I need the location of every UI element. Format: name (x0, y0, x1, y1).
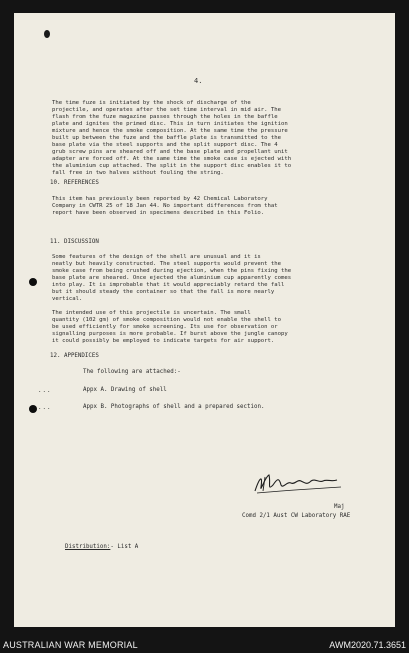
section-10-body: This item has previously been reported by 42 Chemical Laboratory Company in CWTR 25 of 18 Jan 44. No important differences from that report have been observed in specimens described in this Folio. (52, 196, 278, 216)
section-10-heading: 10. REFERENCES (50, 180, 99, 186)
distribution-line (65, 544, 138, 550)
section-11-heading: 11. DISCUSSION (50, 239, 99, 245)
staple-mark (44, 30, 50, 38)
punch-hole-bottom (29, 405, 37, 413)
handwritten-signature (249, 469, 349, 497)
punch-hole-top (29, 278, 37, 286)
paragraph-fuze-operation: The time fuze is initiated by the shock of discharge of the projectile, and operates after the set time interval in mid air. The flash from the fuze magazine passes through the holes in the baffle plate and ignites the primed disc. This in turn initiates the ignition mixture and hence the smoke composition. At the same time the pressure built up between the fuze and the baffle plate is transmitted to the base plate via the steel supports and the split support disc. The 4 grub screw pins are sheared off and the base plate and propellant unit adapter are forced off. At the same time the smoke case is ejected with the aluminium cup attached. The split in the support disc enables it to fall free in two halves without fouling the string. (52, 100, 292, 176)
footer-source: AUSTRALIAN WAR MEMORIAL (3, 640, 138, 650)
page-number: 4. (194, 77, 203, 85)
appendix-a-bullet: ... (38, 388, 52, 394)
section-11-body-2: The intended use of this projectile is uncertain. The small quantity (102 gm) of smoke composition would not enable the shell to be used efficiently for smoke screening. Its use for observation or signalling purposes is more probable. If burst above the jungle canopy it could possibly be employed to indicate targets for air support. (52, 310, 288, 344)
section-12-heading: 12. APPENDICES (50, 353, 99, 359)
distribution-value: - List A (110, 544, 139, 550)
footer-accession-number: AWM2020.71.3651 (329, 640, 406, 650)
appendix-b-item: Appx B. Photographs of shell and a prepared section. (83, 404, 265, 410)
appendices-intro: The following are attached:- (83, 369, 181, 375)
signature-title: Comd 2/1 Aust CW Laboratory RAE (242, 513, 351, 519)
section-11-body-1: Some features of the design of the shell are unusual and it is neatly but heavily constructed. The steel supports would prevent the smoke case from being crushed during ejection, when the pins fixing the base plate are sheared. Once ejected the aluminium cup apparently comes into play. It is improbable that it would appreciably retard the fall but it should steady the container so that the fall is more nearly vertical. (52, 254, 292, 302)
distribution-label: Distribution: (65, 544, 111, 550)
document-page (14, 13, 395, 627)
signature-rank: Maj (334, 504, 345, 510)
appendix-b-bullet: ... (38, 405, 52, 411)
footer-bar (0, 636, 409, 653)
appendix-a-item: Appx A. Drawing of shell (83, 387, 167, 393)
